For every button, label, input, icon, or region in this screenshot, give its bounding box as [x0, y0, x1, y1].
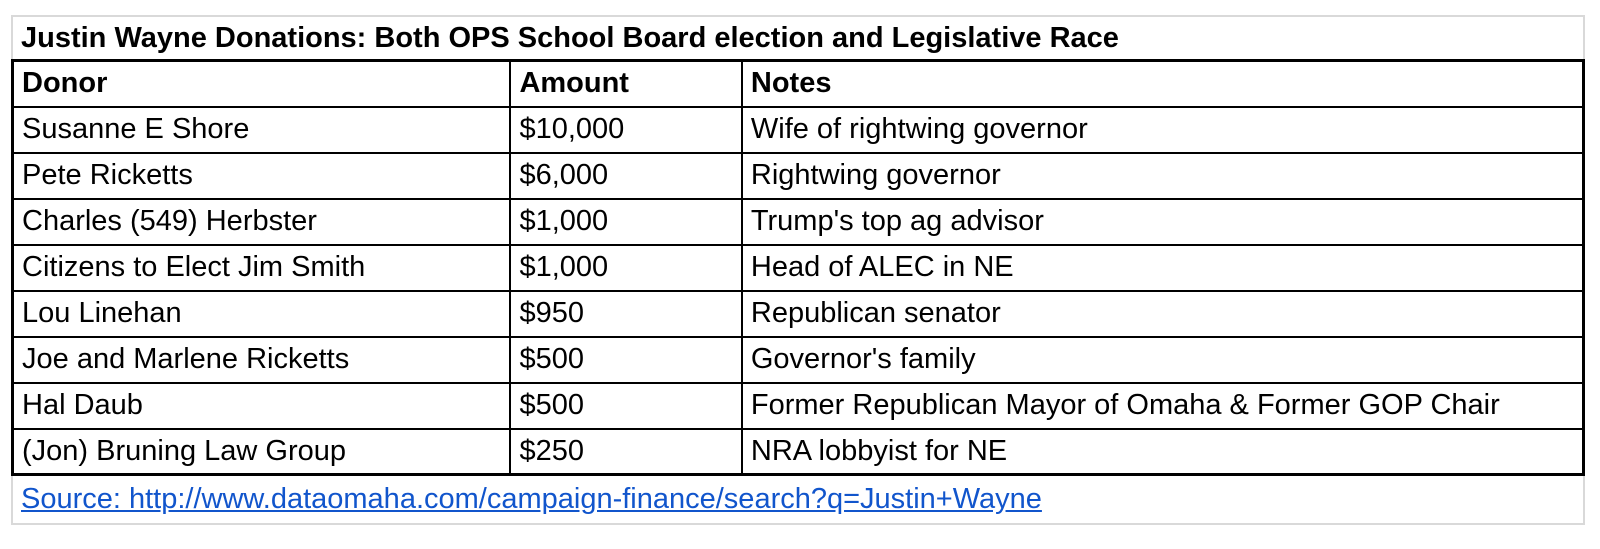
cell-amount: $500 [510, 383, 741, 429]
column-header-donor: Donor [13, 61, 511, 107]
table-row [13, 153, 1584, 199]
column-header-amount: Amount [510, 61, 741, 107]
cell-notes: Governor's family [742, 337, 1584, 383]
cell-amount: $500 [510, 337, 741, 383]
cell-donor: Pete Ricketts [13, 153, 511, 199]
cell-amount: $250 [510, 429, 741, 475]
table-row [13, 429, 1584, 475]
table-row [13, 383, 1584, 429]
cell-notes: NRA lobbyist for NE [742, 429, 1584, 475]
cell-notes: Republican senator [742, 291, 1584, 337]
cell-amount: $10,000 [510, 107, 741, 153]
table-row [13, 337, 1584, 383]
cell-amount: $950 [510, 291, 741, 337]
cell-notes: Former Republican Mayor of Omaha & Former GOP Chair [742, 383, 1584, 429]
cell-donor: Citizens to Elect Jim Smith [13, 245, 511, 291]
cell-notes: Trump's top ag advisor [742, 199, 1584, 245]
cell-donor: Lou Linehan [13, 291, 511, 337]
cell-notes: Wife of rightwing governor [742, 107, 1584, 153]
cell-donor: Joe and Marlene Ricketts [13, 337, 511, 383]
table-row [13, 107, 1584, 153]
header-row [13, 61, 1584, 107]
cell-amount: $6,000 [510, 153, 741, 199]
cell-donor: (Jon) Bruning Law Group [13, 429, 511, 475]
source-row [11, 476, 1585, 525]
source-link[interactable]: Source: http://www.dataomaha.com/campaign-finance/search?q=Justin+Wayne [21, 483, 1042, 515]
donations-table [11, 59, 1585, 476]
cell-notes: Head of ALEC in NE [742, 245, 1584, 291]
table-title: Justin Wayne Donations: Both OPS School Board election and Legislative Race [11, 15, 1585, 59]
table-row [13, 199, 1584, 245]
cell-amount: $1,000 [510, 199, 741, 245]
donations-sheet [11, 15, 1585, 525]
cell-donor: Hal Daub [13, 383, 511, 429]
cell-amount: $1,000 [510, 245, 741, 291]
column-header-notes: Notes [742, 61, 1584, 107]
cell-donor: Susanne E Shore [13, 107, 511, 153]
table-row [13, 291, 1584, 337]
cell-donor: Charles (549) Herbster [13, 199, 511, 245]
cell-notes: Rightwing governor [742, 153, 1584, 199]
table-row [13, 245, 1584, 291]
